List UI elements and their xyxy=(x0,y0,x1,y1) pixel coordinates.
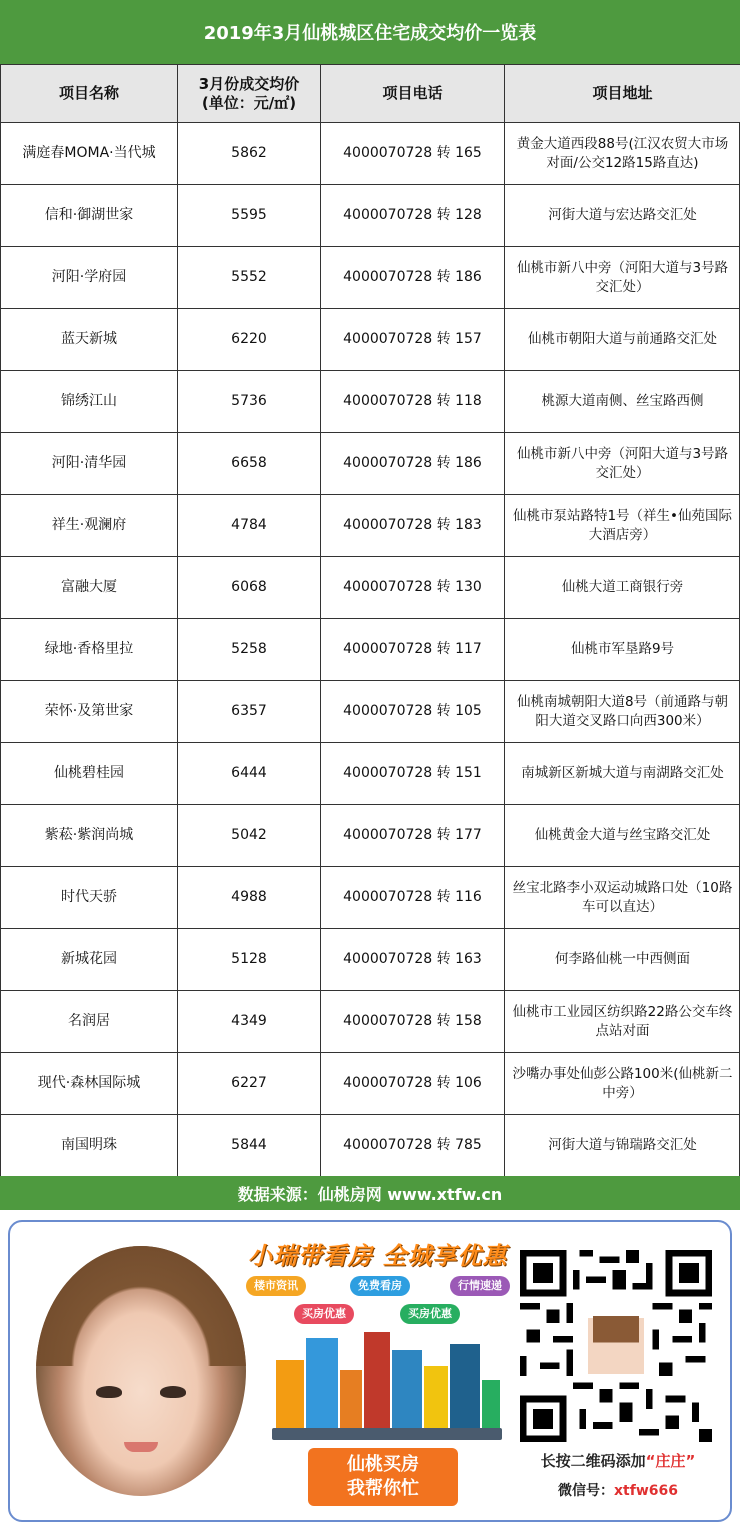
avatar-eye-right xyxy=(160,1386,186,1398)
cell-phone: 4000070728 转 177 xyxy=(321,805,505,867)
cell-phone: 4000070728 转 118 xyxy=(321,371,505,433)
qr-caption-name: “庄庄” xyxy=(645,1452,696,1470)
cell-phone: 4000070728 转 117 xyxy=(321,619,505,681)
table-row xyxy=(1,867,740,929)
cell-project-name: 绿地·香格里拉 xyxy=(1,619,178,681)
avatar-hair xyxy=(36,1246,246,1366)
building xyxy=(306,1338,338,1430)
qr-caption xyxy=(506,1450,730,1471)
avatar-mouth xyxy=(124,1442,158,1452)
cell-avg-price: 5552 xyxy=(178,247,321,309)
table-row xyxy=(1,371,740,433)
cell-project-name: 时代天骄 xyxy=(1,867,178,929)
cta-line-2: 我帮你忙 xyxy=(347,1478,419,1499)
promo-headline: 小瑞带看房 全城享优惠 xyxy=(248,1242,508,1270)
cell-avg-price: 5736 xyxy=(178,371,321,433)
cell-address: 丝宝北路李小双运动城路口处（10路车可以直达） xyxy=(505,867,740,929)
cell-address: 河街大道与宏达路交汇处 xyxy=(505,185,740,247)
cell-avg-price: 6658 xyxy=(178,433,321,495)
city-skyline-illustration xyxy=(272,1328,502,1440)
building xyxy=(340,1370,362,1430)
promo-banner xyxy=(8,1220,732,1522)
building xyxy=(276,1360,304,1430)
cell-project-name: 蓝天新城 xyxy=(1,309,178,371)
table-row xyxy=(1,557,740,619)
cell-phone: 4000070728 转 163 xyxy=(321,929,505,991)
promo-tag: 楼市资讯 xyxy=(246,1276,306,1296)
cell-address: 何李路仙桃一中西侧面 xyxy=(505,929,740,991)
cell-phone: 4000070728 转 128 xyxy=(321,185,505,247)
agent-avatar xyxy=(36,1246,246,1496)
table-row xyxy=(1,619,740,681)
promo-tag: 行情速递 xyxy=(450,1276,510,1296)
cell-avg-price: 4349 xyxy=(178,991,321,1053)
cell-project-name: 现代·森林国际城 xyxy=(1,1053,178,1115)
cell-project-name: 满庭春MOMA·当代城 xyxy=(1,123,178,185)
cell-project-name: 河阳·学府园 xyxy=(1,247,178,309)
qr-caption-prefix: 长按二维码添加 xyxy=(540,1452,646,1470)
cell-project-name: 锦绣江山 xyxy=(1,371,178,433)
cell-avg-price: 5862 xyxy=(178,123,321,185)
table-row xyxy=(1,123,740,185)
cell-phone: 4000070728 转 186 xyxy=(321,433,505,495)
promo-tag: 买房优惠 xyxy=(400,1304,460,1324)
data-source-text: 数据来源：仙桃房网 www.xtfw.cn xyxy=(237,1184,503,1204)
table-row xyxy=(1,247,740,309)
cell-phone: 4000070728 转 785 xyxy=(321,1115,505,1177)
cell-address: 河街大道与锦瑞路交汇处 xyxy=(505,1115,740,1177)
cell-address: 黄金大道西段88号(江汉农贸大市场对面/公交12路15路直达) xyxy=(505,123,740,185)
cell-project-name: 信和·御湖世家 xyxy=(1,185,178,247)
cell-address: 仙桃市军垦路9号 xyxy=(505,619,740,681)
cell-project-name: 南国明珠 xyxy=(1,1115,178,1177)
avatar-eye-left xyxy=(96,1386,122,1398)
building xyxy=(424,1366,448,1430)
cell-project-name: 祥生·观澜府 xyxy=(1,495,178,557)
cell-avg-price: 4784 xyxy=(178,495,321,557)
promo-cta-button[interactable] xyxy=(308,1448,458,1506)
promo-tag: 免费看房 xyxy=(350,1276,410,1296)
road xyxy=(272,1428,502,1440)
cell-project-name: 富融大厦 xyxy=(1,557,178,619)
cell-phone: 4000070728 转 158 xyxy=(321,991,505,1053)
table-row xyxy=(1,185,740,247)
cell-phone: 4000070728 转 165 xyxy=(321,123,505,185)
cell-avg-price: 5595 xyxy=(178,185,321,247)
cell-project-name: 仙桃碧桂园 xyxy=(1,743,178,805)
cell-phone: 4000070728 转 106 xyxy=(321,1053,505,1115)
cell-address: 仙桃市工业园区纺织路22路公交车终点站对面 xyxy=(505,991,740,1053)
table-row xyxy=(1,681,740,743)
table-row xyxy=(1,929,740,991)
cell-phone: 4000070728 转 116 xyxy=(321,867,505,929)
cell-address: 沙嘴办事处仙彭公路100米(仙桃新二中旁） xyxy=(505,1053,740,1115)
price-table xyxy=(0,64,740,1177)
cell-avg-price: 5844 xyxy=(178,1115,321,1177)
table-row xyxy=(1,805,740,867)
cell-project-name: 新城花园 xyxy=(1,929,178,991)
cell-avg-price: 6220 xyxy=(178,309,321,371)
wechat-id: xtfw666 xyxy=(614,1483,678,1499)
cell-address: 仙桃大道工商银行旁 xyxy=(505,557,740,619)
table-header-row xyxy=(1,65,740,123)
table-row xyxy=(1,495,740,557)
building xyxy=(364,1332,390,1430)
table-row xyxy=(1,433,740,495)
cell-avg-price: 6227 xyxy=(178,1053,321,1115)
wechat-prefix: 微信号： xyxy=(558,1483,614,1499)
cell-phone: 4000070728 转 130 xyxy=(321,557,505,619)
cell-address: 仙桃南城朝阳大道8号（前通路与朝阳大道交叉路口向西300米） xyxy=(505,681,740,743)
header-avg-price: 3月份成交均价 (单位：元/㎡) xyxy=(178,65,321,123)
table-row xyxy=(1,309,740,371)
building xyxy=(482,1380,500,1430)
data-source xyxy=(0,1176,740,1210)
cell-project-name: 荣怀·及第世家 xyxy=(1,681,178,743)
table-body xyxy=(1,123,740,1177)
cell-address: 桃源大道南侧、丝宝路西侧 xyxy=(505,371,740,433)
table-title: 2019年3月仙桃城区住宅成交均价一览表 xyxy=(0,0,740,64)
table-row xyxy=(1,1053,740,1115)
cta-line-1: 仙桃买房 xyxy=(347,1454,419,1475)
cell-avg-price: 6357 xyxy=(178,681,321,743)
cell-avg-price: 6068 xyxy=(178,557,321,619)
wechat-qr-code[interactable] xyxy=(520,1250,712,1442)
cell-avg-price: 6444 xyxy=(178,743,321,805)
table-row xyxy=(1,991,740,1053)
cell-avg-price: 5042 xyxy=(178,805,321,867)
cell-address: 仙桃市新八中旁（河阳大道与3号路交汇处） xyxy=(505,433,740,495)
cell-phone: 4000070728 转 105 xyxy=(321,681,505,743)
cell-project-name: 河阳·清华园 xyxy=(1,433,178,495)
header-project-name: 项目名称 xyxy=(1,65,178,123)
cell-avg-price: 5128 xyxy=(178,929,321,991)
table-row xyxy=(1,1115,740,1177)
cell-address: 仙桃黄金大道与丝宝路交汇处 xyxy=(505,805,740,867)
cell-address: 仙桃市泵站路特1号（祥生•仙苑国际大酒店旁） xyxy=(505,495,740,557)
cell-phone: 4000070728 转 151 xyxy=(321,743,505,805)
cell-project-name: 紫菘·紫润尚城 xyxy=(1,805,178,867)
building xyxy=(450,1344,480,1430)
table-row xyxy=(1,743,740,805)
cell-avg-price: 4988 xyxy=(178,867,321,929)
wechat-id-line xyxy=(506,1480,730,1500)
cell-phone: 4000070728 转 183 xyxy=(321,495,505,557)
cell-phone: 4000070728 转 157 xyxy=(321,309,505,371)
building xyxy=(392,1350,422,1430)
header-phone: 项目电话 xyxy=(321,65,505,123)
cell-phone: 4000070728 转 186 xyxy=(321,247,505,309)
header-address: 项目地址 xyxy=(505,65,740,123)
cell-avg-price: 5258 xyxy=(178,619,321,681)
cell-address: 仙桃市朝阳大道与前通路交汇处 xyxy=(505,309,740,371)
cell-address: 仙桃市新八中旁（河阳大道与3号路交汇处） xyxy=(505,247,740,309)
cell-project-name: 名润居 xyxy=(1,991,178,1053)
cell-address: 南城新区新城大道与南湖路交汇处 xyxy=(505,743,740,805)
promo-tag: 买房优惠 xyxy=(294,1304,354,1324)
